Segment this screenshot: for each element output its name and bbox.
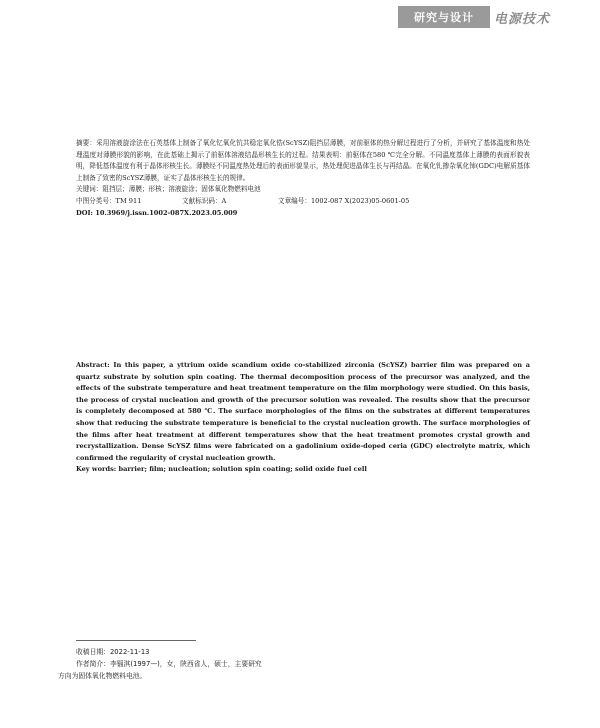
english-abstract-block: [76, 360, 530, 476]
author-bio: 作者简介：李锱淇(1997—)，女，陕西省人，硕士，主要研究: [76, 660, 262, 668]
keywords-cn-text: 阻挡层；薄膜；形核；溶液旋涂；固体氧化物燃料电池: [102, 185, 261, 194]
abstract-cn: [76, 138, 530, 184]
doi: DOI: 10.3969/j.issn.1002-087X.2023.05.009: [76, 208, 238, 217]
article-number: 文章编号：1002-087 X(2023)05-0601-05: [278, 196, 410, 205]
keywords-cn: [76, 184, 530, 196]
classification-row: [76, 196, 530, 208]
footnote: [58, 646, 316, 682]
keywords-en-text: barrier; film; nucleation; solution spin coating; solid oxide fuel cell: [118, 465, 367, 474]
journal-title: 电源技术: [494, 11, 551, 27]
keywords-en: [76, 464, 530, 476]
section-header-band: [398, 6, 490, 28]
chinese-abstract-block: [76, 138, 530, 219]
footnote-divider: [76, 640, 196, 641]
abstract-cn-label: 摘要：: [76, 139, 97, 147]
document-code: 文献标识码：A: [182, 196, 227, 205]
abstract-en: [76, 360, 530, 464]
abstract-cn-text: 采用溶液旋涂法在石英基体上制备了氧化钇氧化钪共稳定氧化锆(ScYSZ)阻挡层薄膜，对前驱体的热分解过程进行了分析，并研究了基体温度和热处理温度对薄膜形貌的影响，在此基础上揭示了前驱体溶液结晶形核生长的过程。结果表明：前驱体在580 ℃完全分解。不同温度基体上薄膜的表面形貌表明，降低基体温度有利于晶体形核生长。薄膜经不同温度热处理后的表面形貌显示，热处理促进晶体生长与再结晶。在氧化钆掺杂氧化铈(GDC)电解质基体上制备了致密的ScYSZ薄膜，证实了晶体形核生长的规律。: [76, 139, 530, 182]
abstract-en-text: In this paper, a yttrium oxide scandium oxide co-stabilized zirconia (ScYSZ) barrier film was prepared on a quartz substrate by solution spin coating. The thermal decomposition process of the precursor was analyzed, and the effects of the substrate temperature and heat treatment temperature on the film morphology were studied. On this basis, the process of crystal nucleation and growth of the precursor solution was revealed. The results show that the precursor is completely decomposed at 580 ℃. The surface morphologies of the films on the substrates at different temperatures show that reducing the substrate temperature is beneficial to the crystal nucleation growth. The surface morphologies of the films after heat treatment at different temperatures show that the heat treatment promotes crystal growth and recrystallization. Dense ScYSZ films were fabricated on a gadolinium oxide-doped ceria (GDC) electrolyte matrix, which confirmed the regularity of crystal nucleation growth.: [76, 361, 530, 462]
section-title: 研究与设计: [414, 11, 474, 24]
author-research-field: 方向为固体氧化物燃料电池。: [58, 672, 147, 680]
keywords-cn-label: 关键词：: [76, 185, 103, 194]
abstract-en-label: Abstract:: [76, 361, 110, 369]
keywords-en-label: Key words:: [76, 465, 117, 474]
clc-number: 中图分类号：TM 911: [76, 196, 142, 205]
journal-name: [494, 6, 594, 28]
received-date: 收稿日期：2022-11-13: [76, 648, 150, 656]
